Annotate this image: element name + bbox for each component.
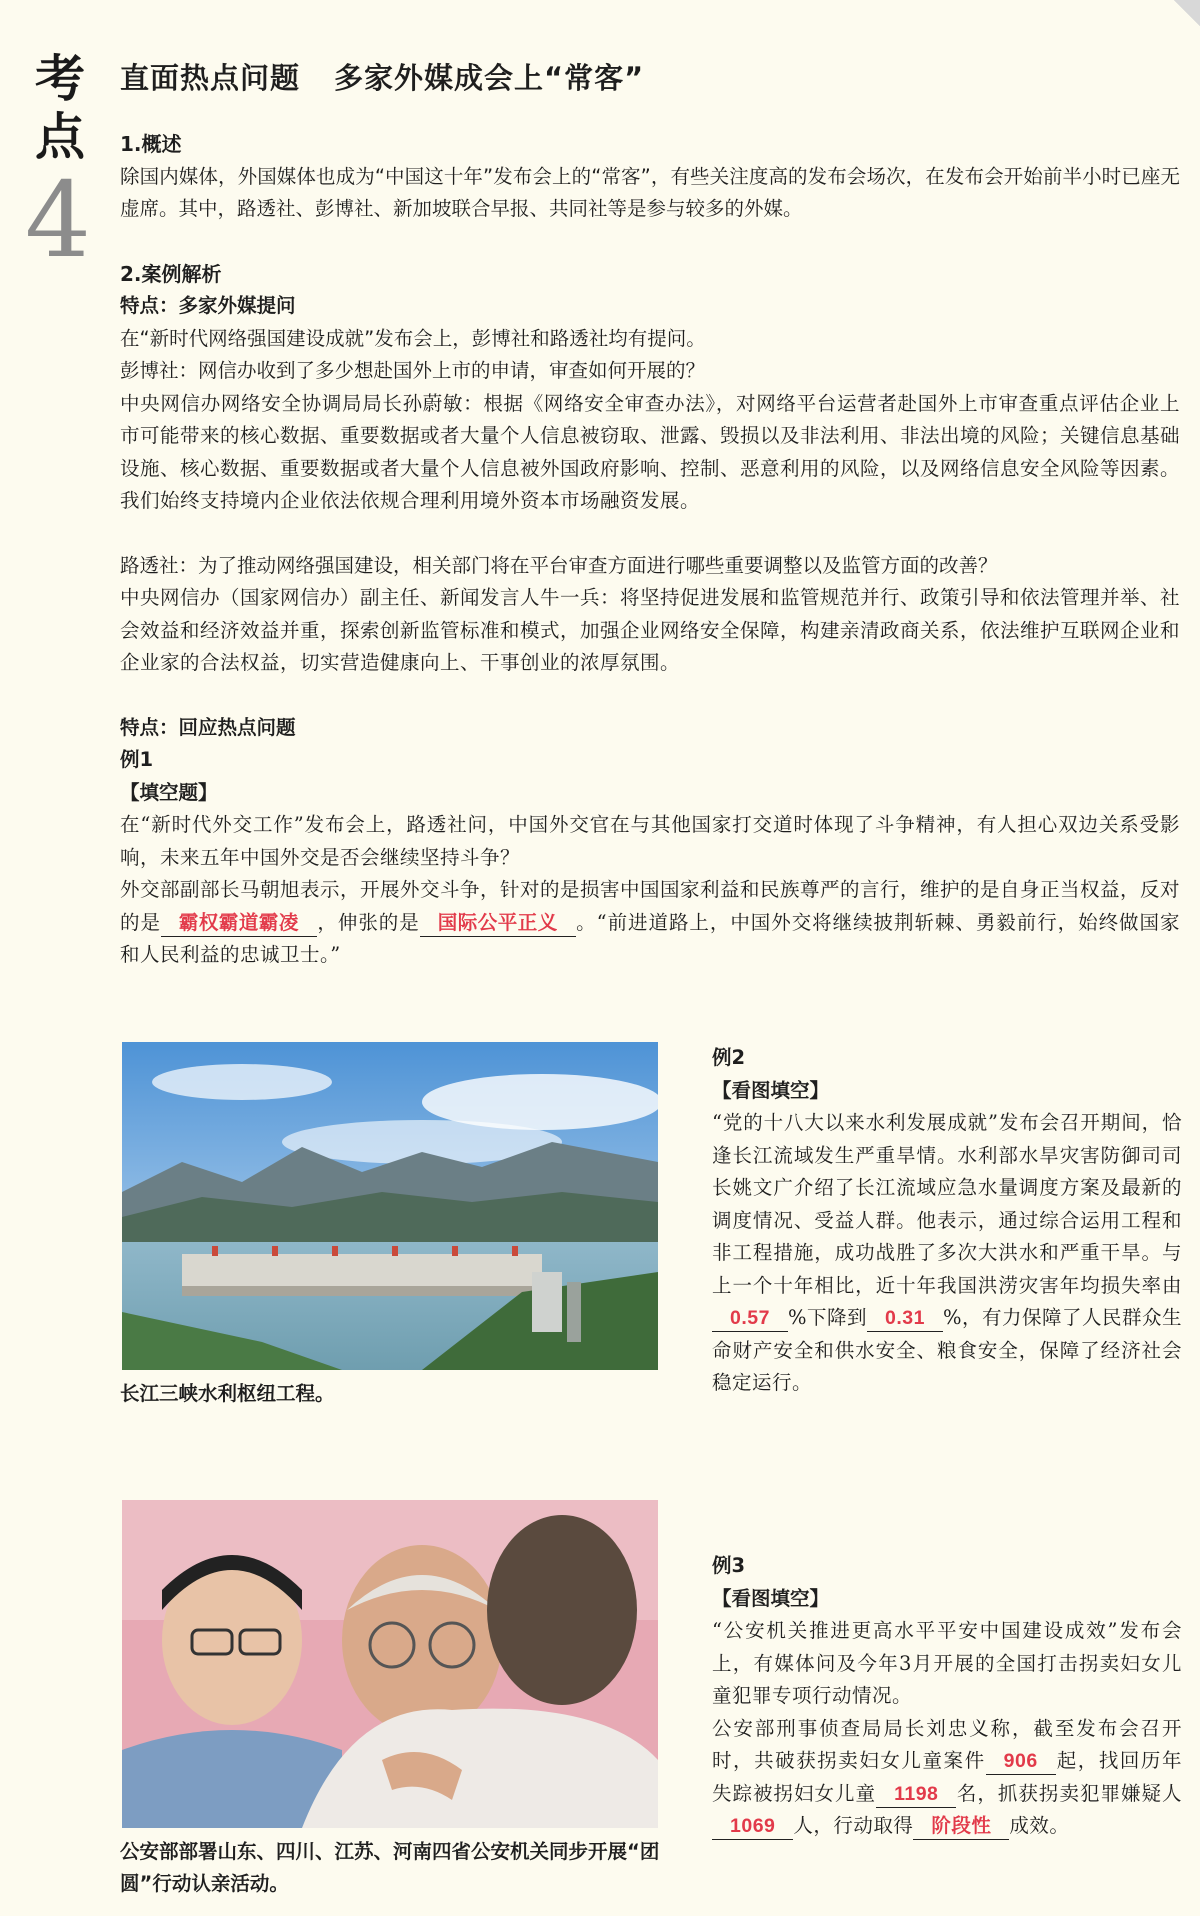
example-3-blank-1: 906: [986, 1748, 1056, 1775]
example-2-blank-1: 0.57: [712, 1305, 788, 1332]
example-1-label: 例1: [120, 748, 154, 771]
reunion-photo: [122, 1500, 658, 1828]
example-3-blank-2: 1198: [876, 1781, 956, 1808]
topic-number: 4: [24, 159, 92, 281]
example-3-text-e: 成效。: [1009, 1814, 1070, 1837]
title-part2: 多家外媒成会上“常客”: [334, 61, 645, 95]
feature-1-heading: 特点：多家外媒提问: [120, 294, 296, 317]
example-1-answer: [120, 874, 1180, 972]
example-2-text-b: %下降到: [787, 1306, 867, 1329]
example-3-type: 【看图填空】: [712, 1586, 830, 1610]
feature-2-heading: 特点：回应热点问题: [120, 715, 296, 739]
example-2-text-a: “党的十八大以来水利发展成就”发布会召开期间，恰逢长江流域发生严重旱情。水利部水旱灾害防御司司长姚文广介绍了长江流域应急水量调度方案及最新的调度情况、受益人群。他表示，通过综合运用工程和非工程措施，成功战胜了多次大洪水和严重干旱。与上一个十年相比，近十年我国洪涝灾害年均损失率由: [712, 1111, 1182, 1297]
example-1-blank-2: 国际公平正义: [420, 910, 576, 937]
example-3-text-a: 公安部刑事侦查局局长刘忠义称，截至发布会召开时，共破获拐卖妇女儿童案件: [712, 1716, 1182, 1772]
overview-text: 除国内媒体，外国媒体也成为“中国这十年”发布会上的“常客”，有些关注度高的发布会场次，在发布会开始前半小时已座无虚席。其中，路透社、彭博社、新加坡联合早报、共同社等是参与较多的外媒。: [120, 164, 1180, 220]
example-3-blank-3: 1069: [712, 1813, 793, 1840]
example-2-block: [712, 1042, 1182, 1400]
example-3-answer: [712, 1713, 1182, 1843]
example-2-blank-2: 0.31: [867, 1305, 943, 1332]
example-2-text: [712, 1107, 1182, 1400]
example-3-text-d: 人，行动取得: [793, 1814, 914, 1837]
reunion-caption: 公安部部署山东、四川、江苏、河南四省公安机关同步开展“团圆”行动认亲活动。: [120, 1840, 660, 1895]
example-1-blank-1: 霸权霸道霸凌: [161, 910, 317, 937]
example-3-text-c: 名，抓获拐卖犯罪嫌疑人: [956, 1781, 1182, 1805]
page-corner-fold: [1174, 0, 1200, 26]
example-3-text-b: 起，找回历年失踪被拐妇女儿童: [712, 1749, 1182, 1805]
example-3-question: “公安机关推进更高水平平安中国建设成效”发布会上，有媒体问及今年3月开展的全国打击拐卖妇女儿童犯罪专项行动情况。: [712, 1619, 1182, 1707]
title-part1: 直面热点问题: [120, 61, 301, 95]
page-title: [120, 56, 644, 97]
example-1-question: 在“新时代外交工作”发布会上，路透社问，中国外交官在与其他国家打交道时体现了斗争精神，有人担心双边关系受影响，未来五年中国外交是否会继续坚持斗争？: [120, 813, 1180, 869]
question-reuters: 路透社：为了推动网络强国建设，相关部门将在平台审查方面进行哪些重要调整以及监管方面的改善？: [120, 553, 998, 577]
overview-heading: 1.概述: [120, 132, 182, 156]
example-3-label: 例3: [712, 1554, 746, 1577]
article-body: [120, 128, 1180, 972]
example-3-blank-4: 阶段性: [913, 1813, 1009, 1840]
dam-illustration: [122, 1042, 658, 1370]
example-2-type: 【看图填空】: [712, 1078, 830, 1102]
example-1-type: 【填空题】: [120, 780, 218, 804]
topic-label: 考点: [35, 50, 85, 166]
question-bloomberg: 彭博社：网信办收到了多少想赴国外上市的申请，审查如何开展的？: [120, 359, 706, 382]
reunion-illustration: [122, 1500, 658, 1828]
example-2-text-c: %，有力保障了人民群众生命财产安全和供水安全、粮食安全，保障了经济社会稳定运行。: [712, 1306, 1183, 1394]
analysis-heading: 2.案例解析: [120, 261, 222, 286]
example-3-block: [712, 1550, 1182, 1843]
example-1-text-c: 。“前进道路上，中国外交将继续披荆斩棘、勇毅前行，始终做国家和人民利益的忠诚卫士。”: [120, 910, 1180, 966]
analysis-intro: 在“新时代网络强国建设成就”发布会上，彭博社和路透社均有提问。: [120, 326, 706, 350]
example-1-text-a: 外交部副部长马朝旭表示，开展外交斗争，针对的是损害中国国家利益和民族尊严的言行，维护的是自身正当权益，反对的是: [120, 878, 1181, 934]
example-2-label: 例2: [712, 1046, 746, 1069]
example-1-text-b: ，伸张的是: [316, 910, 420, 934]
answer-niu-yibing: 中央网信办（国家网信办）副主任、新闻发言人牛一兵：将坚持促进发展和监管规范并行、政策引导和依法管理并举、社会效益和经济效益并重，探索创新监管标准和模式，加强企业网络安全保障，构建亲清政商关系，依法维护互联网企业和企业家的合法权益，切实营造健康向上、干事创业的浓厚氛围。: [120, 586, 1181, 674]
dam-caption: 长江三峡水利枢纽工程。: [120, 1382, 335, 1405]
answer-sun-weimin: 中央网信办网络安全协调局局长孙蔚敏：根据《网络安全审查办法》，对网络平台运营者赴国外上市审查重点评估企业上市可能带来的核心数据、重要数据或者大量个人信息被窃取、泄露、毁损以及非法利用、非法出境的风险；关键信息基础设施、核心数据、重要数据或者大量个人信息被外国政府影响、控制、恶意利用的风险，以及网络信息安全风险等因素。我们始终支持境内企业依法依规合理利用境外资本市场融资发展。: [120, 391, 1181, 512]
dam-photo: [122, 1042, 658, 1370]
